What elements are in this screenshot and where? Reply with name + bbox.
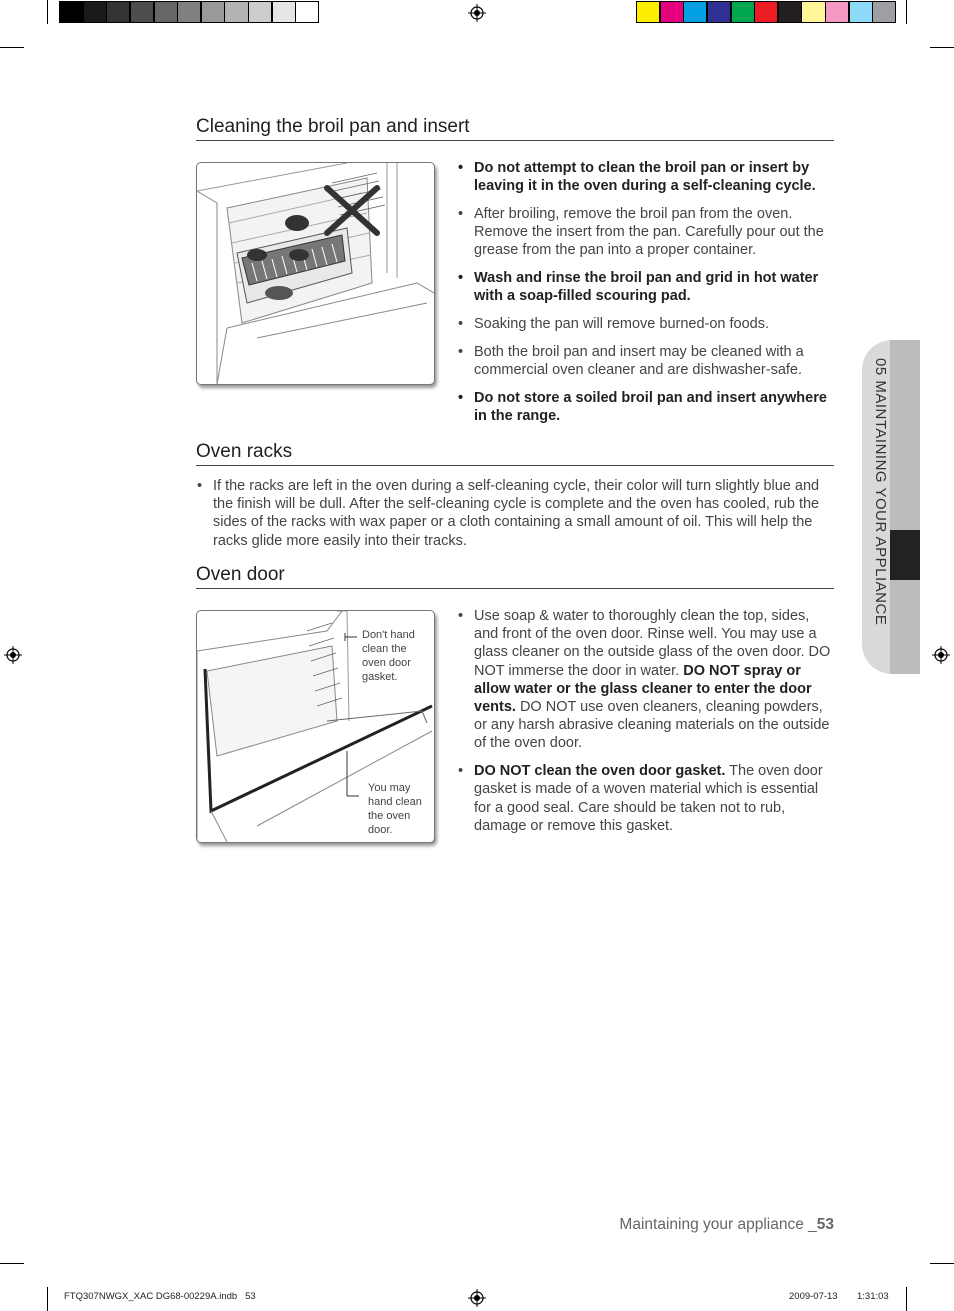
list-item: • Wash and rinse the broil pan and grid in hot water with a soap-filled scouring pad. <box>456 269 836 305</box>
registration-mark-icon <box>4 646 22 664</box>
oven-racks-bullet-list <box>195 477 835 559</box>
color-swatch <box>83 1 107 23</box>
oven-door-bullet-list <box>456 607 836 844</box>
color-swatch <box>224 1 248 23</box>
footer-section-name: Maintaining your appliance _ <box>619 1216 817 1233</box>
registration-mark-icon <box>468 4 486 22</box>
registration-mark-icon <box>468 1289 486 1307</box>
list-item: • Do not store a soiled broil pan and insert anywhere in the range. <box>456 389 836 425</box>
section-heading-oven-racks: Oven racks <box>196 441 834 466</box>
page-footer <box>540 1216 834 1234</box>
crop-mark <box>906 1287 907 1311</box>
crop-mark <box>47 1287 48 1311</box>
color-swatch <box>849 1 873 23</box>
crop-mark <box>930 1263 954 1264</box>
list-item: • After broiling, remove the broil pan from the oven. Remove the insert from the pan. Carefully pour out the grease from the pan into a proper container. <box>456 205 836 260</box>
color-swatch <box>295 1 319 23</box>
list-item: • Use soap & water to thoroughly clean the top, sides, and front of the oven door. Rinse well. You may use a glass cleaner on the outside glass of the oven door. DO NOT immerse the door in water. DO NOT spray or allow water or the glass cleaner to enter the door vents. DO NOT use oven cleaners, cleaning powders, or any harsh abrasive cleaning materials on the outside of the oven door. <box>456 607 836 753</box>
slug-time: 1:31:03 <box>857 1291 889 1302</box>
color-swatch <box>731 1 755 23</box>
broil-pan-illustration <box>196 162 435 385</box>
color-swatch <box>707 1 731 23</box>
color-swatch <box>872 1 896 23</box>
color-swatch <box>154 1 178 23</box>
crop-mark <box>0 1263 24 1264</box>
color-swatch <box>59 1 83 23</box>
broil-pan-bullet-list <box>456 159 836 434</box>
process-color-bar <box>636 0 896 24</box>
list-item: • Do not attempt to clean the broil pan or insert by leaving it in the oven during a self-cleaning cycle. <box>456 159 836 195</box>
color-swatch <box>660 1 684 23</box>
crop-mark <box>0 47 24 48</box>
list-item: • Both the broil pan and insert may be cleaned with a commercial oven cleaner and are dishwasher-safe. <box>456 343 836 379</box>
color-swatch <box>106 1 130 23</box>
color-swatch <box>636 1 660 23</box>
color-swatch <box>754 1 778 23</box>
crop-mark <box>47 0 48 24</box>
section-heading-broil-pan: Cleaning the broil pan and insert <box>196 116 834 141</box>
slug-date: 2009-07-13 <box>789 1291 838 1302</box>
section-heading-oven-door: Oven door <box>196 564 834 589</box>
oven-door-illustration <box>196 610 435 843</box>
color-swatch <box>801 1 825 23</box>
color-swatch <box>248 1 272 23</box>
crop-mark <box>930 47 954 48</box>
color-swatch <box>683 1 707 23</box>
list-item: • DO NOT clean the oven door gasket. The oven door gasket is made of a woven material which is essential for a good seal. Care should be taken not to rub, damage or remove this gasket. <box>456 762 836 835</box>
crop-mark <box>906 0 907 24</box>
color-swatch <box>130 1 154 23</box>
callout-door: You may hand clean the oven door. <box>368 782 422 836</box>
color-swatch <box>177 1 201 23</box>
color-swatch <box>825 1 849 23</box>
page-number: 53 <box>816 1216 834 1233</box>
color-swatch <box>272 1 296 23</box>
callout-gasket: Don't hand clean the oven door gasket. <box>362 629 415 683</box>
slug-file: FTQ307NWGX_XAC DG68-00229A.indb 53 <box>64 1291 256 1302</box>
color-swatch <box>201 1 225 23</box>
color-swatch <box>778 1 802 23</box>
list-item: • If the racks are left in the oven during a self-cleaning cycle, their color will turn slightly blue and the finish will be dull. After the self-cleaning cycle is complete and the oven has cooled, rub the sides of the racks with wax paper or a cloth containing a small amount of oil. This will help the racks glide more easily into their tracks. <box>195 477 835 550</box>
chapter-tab-label: 05 MAINTAINING YOUR APPLIANCE <box>872 358 889 626</box>
grayscale-color-bar <box>59 0 319 24</box>
registration-mark-icon <box>932 646 950 664</box>
list-item: • Soaking the pan will remove burned-on foods. <box>456 315 836 333</box>
